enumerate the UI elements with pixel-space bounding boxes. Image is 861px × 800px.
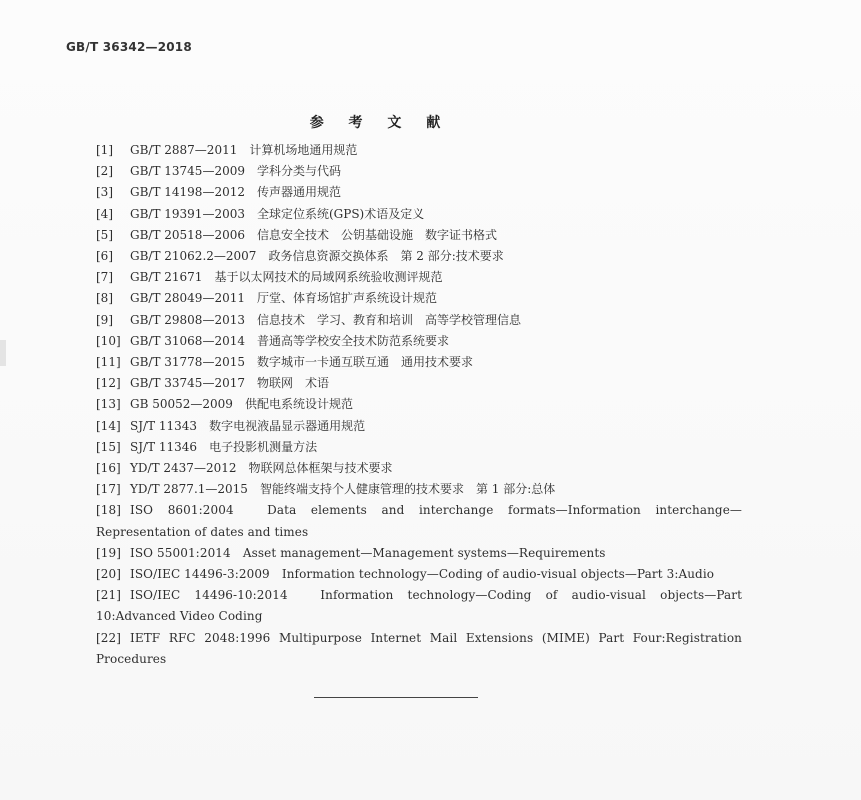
reference-item (66, 416, 742, 437)
reference-number: [5] (96, 227, 113, 242)
reference-code: GB/T 31778—2015 (130, 355, 245, 370)
reference-number: [21] (96, 588, 122, 603)
reference-code: SJ/T 11343 (130, 418, 198, 433)
reference-title: 政务信息资源交换体系 第 2 部分:技术要求 (268, 249, 504, 264)
reference-item (66, 352, 742, 373)
reference-title: 智能终端支持个人健康管理的技术要求 第 1 部分:总体 (259, 482, 556, 497)
reference-title: 物联网 术语 (256, 376, 329, 391)
reference-number: [19] (96, 545, 122, 560)
reference-item (66, 204, 742, 225)
reference-number: [20] (96, 567, 122, 582)
reference-item (66, 140, 742, 161)
reference-item (66, 458, 742, 479)
reference-title: 数字电视液晶显示器通用规范 (209, 418, 366, 433)
reference-title: 信息技术 学习、教育和培训 高等学校管理信息 (256, 312, 521, 327)
reference-code: GB/T 21062.2—2007 (130, 249, 257, 264)
reference-item (66, 479, 742, 500)
reference-number: [3] (96, 185, 113, 200)
reference-code: GB/T 19391—2003 (130, 206, 245, 221)
reference-title: 信息安全技术 公钥基础设施 数字证书格式 (256, 227, 497, 242)
reference-text: ISO 55001:2014 Asset management—Management systems—Requirements (130, 545, 606, 560)
reference-number: [4] (96, 206, 113, 221)
reference-number: [18] (96, 503, 122, 518)
reference-item (66, 564, 742, 585)
reference-number: [6] (96, 249, 113, 264)
reference-number: [9] (96, 312, 113, 327)
reference-number: [14] (96, 418, 121, 433)
reference-item (66, 246, 742, 267)
reference-item (66, 182, 742, 203)
reference-code: GB/T 29808—2013 (130, 312, 245, 327)
reference-title: 基于以太网技术的局域网系统验收测评规范 (214, 270, 443, 285)
reference-code: GB/T 21671 (130, 270, 203, 285)
reference-code: GB/T 13745—2009 (130, 164, 245, 179)
reference-item (66, 543, 742, 564)
end-divider-line (314, 697, 478, 698)
scan-edge-artifact (0, 340, 6, 366)
reference-number: [10] (96, 333, 121, 348)
reference-number: [2] (96, 164, 113, 179)
reference-item (66, 628, 742, 670)
reference-title: 供配电系统设计规范 (244, 397, 353, 412)
reference-code: SJ/T 11346 (130, 439, 198, 454)
reference-item (66, 500, 742, 542)
reference-list (66, 140, 742, 670)
reference-code: GB 50052—2009 (130, 397, 233, 412)
reference-item (66, 437, 742, 458)
reference-item (66, 267, 742, 288)
reference-code: YD/T 2877.1—2015 (130, 482, 248, 497)
reference-number: [1] (96, 143, 113, 157)
reference-code: GB/T 33745—2017 (130, 376, 245, 391)
reference-code: GB/T 20518—2006 (130, 227, 245, 242)
reference-code: YD/T 2437—2012 (130, 461, 237, 476)
reference-number: [8] (96, 291, 113, 306)
reference-number: [12] (96, 376, 121, 391)
reference-number: [7] (96, 270, 113, 285)
reference-code: GB/T 31068—2014 (130, 333, 245, 348)
reference-item (66, 394, 742, 415)
reference-number: [15] (96, 439, 121, 454)
reference-item (66, 331, 742, 352)
reference-item (66, 288, 742, 309)
reference-item (66, 373, 742, 394)
reference-number: [22] (96, 630, 122, 645)
reference-title: 普通高等学校安全技术防范系统要求 (256, 333, 449, 348)
reference-title: 物联网总体框架与技术要求 (248, 461, 393, 476)
reference-item (66, 225, 742, 246)
reference-number: [16] (96, 461, 121, 476)
reference-title: 数字城市一卡通互联互通 通用技术要求 (256, 355, 473, 370)
reference-text: ISO 8601:2004 Data elements and interchange formats—Information interchange—Representation of dates and times (96, 503, 742, 539)
reference-number: [11] (96, 355, 121, 370)
reference-text: ISO/IEC 14496-3:2009 Information technology—Coding of audio-visual objects—Part 3:Audio (130, 567, 715, 582)
reference-text: IETF RFC 2048:1996 Multipurpose Internet Mail Extensions (MIME) Part Four:Registration Procedures (96, 630, 742, 666)
reference-number: [17] (96, 482, 121, 497)
reference-item (66, 585, 742, 627)
reference-item (66, 161, 742, 182)
reference-code: GB/T 14198—2012 (130, 185, 245, 200)
reference-code: GB/T 2887—2011 (130, 143, 238, 157)
reference-title: 学科分类与代码 (256, 164, 341, 179)
reference-item (66, 310, 742, 331)
reference-text: ISO/IEC 14496-10:2014 Information technology—Coding of audio-visual objects—Part 10:Advanced Video Coding (96, 588, 742, 624)
reference-title: 计算机场地通用规范 (249, 143, 358, 157)
standard-id: GB/T 36342—2018 (66, 40, 192, 54)
references-heading: 参 考 文 献 (309, 115, 451, 131)
reference-title: 厅堂、体育场馆扩声系统设计规范 (256, 291, 437, 306)
reference-title: 电子投影机测量方法 (209, 439, 318, 454)
reference-number: [13] (96, 397, 121, 412)
reference-title: 全球定位系统(GPS)术语及定义 (256, 206, 425, 221)
reference-code: GB/T 28049—2011 (130, 291, 245, 306)
reference-title: 传声器通用规范 (256, 185, 341, 200)
